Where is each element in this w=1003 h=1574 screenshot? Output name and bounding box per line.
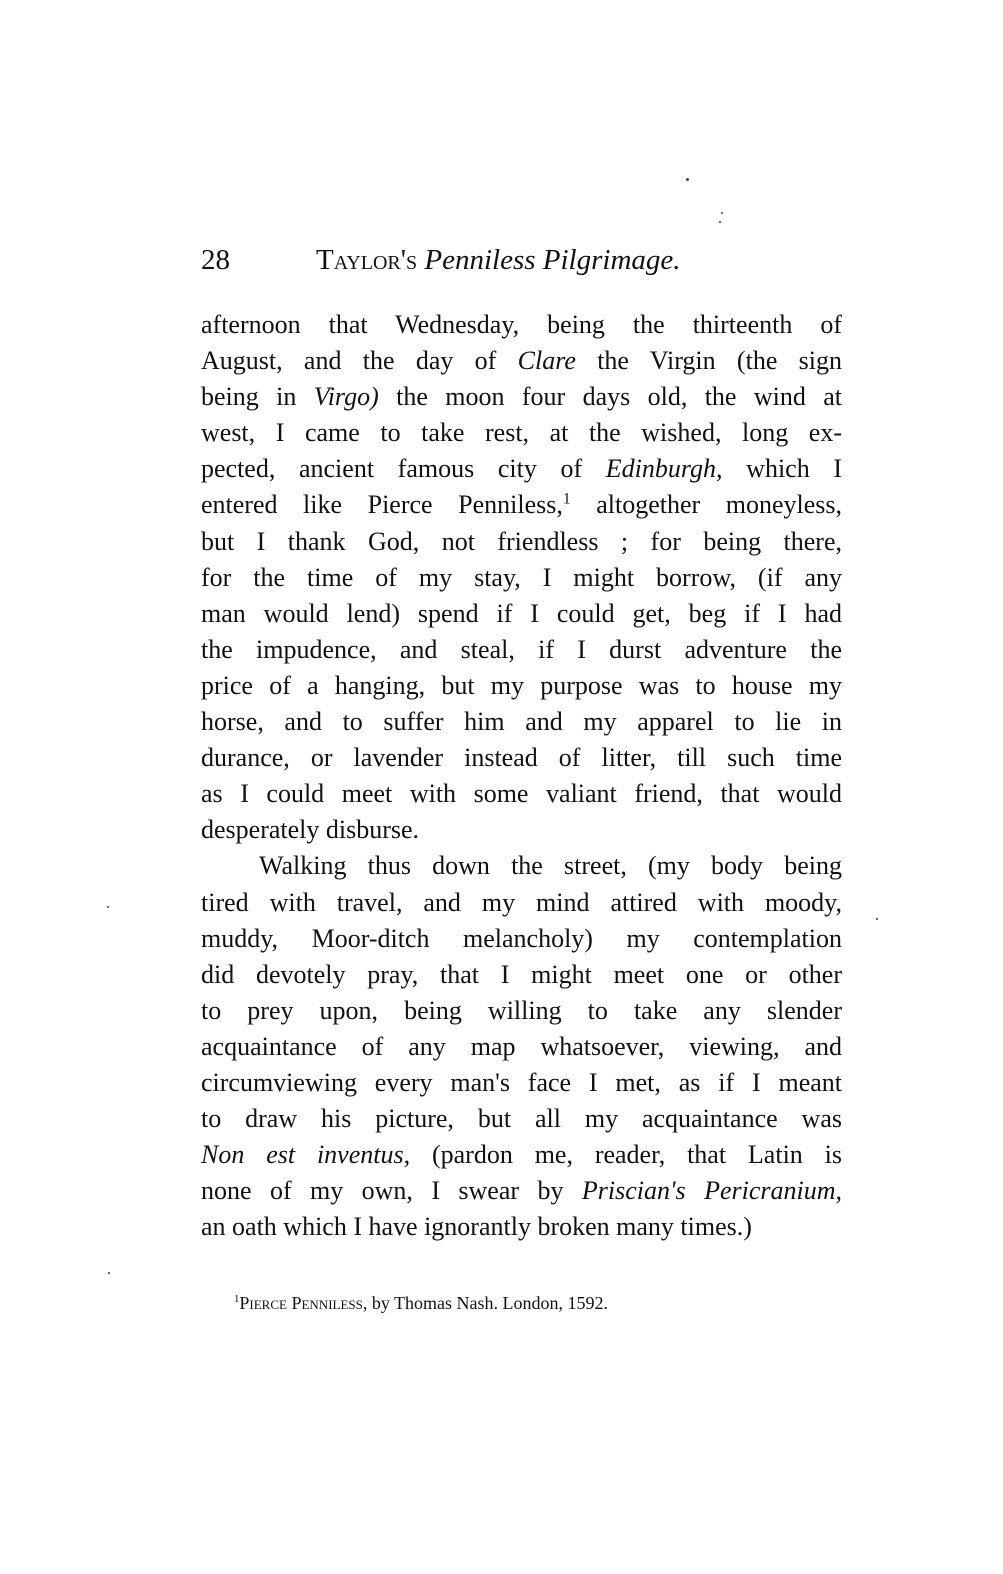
text-line — [201, 993, 842, 1029]
text-line — [201, 560, 842, 596]
body-text — [201, 307, 842, 1245]
text-line — [201, 307, 842, 343]
scan-speck — [107, 906, 109, 908]
text-run: for the time of my stay, I might borrow, (if any — [201, 562, 842, 592]
italic-text-run: Priscian's Pericranium, — [581, 1176, 842, 1206]
scan-speck — [108, 1272, 110, 1274]
text-run: Walking thus down the street, (my body being — [259, 851, 842, 881]
text-run: an oath which I have ignorantly broken many times.) — [201, 1212, 752, 1242]
footnote — [234, 1290, 608, 1316]
text-line — [201, 1173, 842, 1209]
paragraph — [201, 848, 842, 1245]
text-line — [201, 1065, 842, 1101]
text-run: west, I came to take rest, at the wished, long ex- — [201, 418, 842, 448]
running-header — [201, 238, 841, 282]
italic-text-run: Edinburgh, — [605, 454, 723, 484]
italic-text-run: Virgo) — [313, 382, 379, 412]
text-run: but I thank God, not friendless ; for being there, — [201, 526, 842, 556]
page-number: 28 — [201, 244, 230, 276]
text-run: to prey upon, being willing to take any slender — [201, 995, 842, 1025]
text-run: did devotely pray, that I might meet one or other — [201, 959, 842, 989]
text-run: circumviewing every man's face I met, as if I meant — [201, 1067, 842, 1097]
text-run: tired with travel, and my mind attired with moody, — [201, 887, 842, 917]
text-run: the moon four days old, the wind at — [378, 382, 842, 412]
text-line — [201, 776, 842, 812]
text-run: the impudence, and steal, if I durst adventure the — [201, 634, 842, 664]
text-run: being in — [201, 382, 314, 412]
italic-text-run: Non est inventus, — [201, 1140, 411, 1170]
text-line — [201, 848, 842, 884]
text-line — [201, 524, 842, 560]
footnote-citation: by Thomas Nash. London, 1592. — [367, 1293, 609, 1313]
text-run: as I could meet with some valiant friend, that would — [201, 779, 842, 809]
text-run: entered like Pierce Penniless, — [201, 490, 563, 520]
text-line — [201, 1137, 842, 1173]
text-line — [201, 451, 842, 487]
text-run: acquaintance of any map whatsoever, viewing, and — [201, 1031, 842, 1061]
text-run: pected, ancient famous city of — [201, 454, 606, 484]
text-line — [201, 379, 842, 415]
text-line — [201, 1101, 842, 1137]
running-title-work: Penniless Pilgrimage. — [424, 244, 681, 276]
text-run: to draw his picture, but all my acquaintance was — [201, 1104, 842, 1134]
italic-text-run: Clare — [517, 346, 576, 376]
footnote-title: Pierce Penniless, — [239, 1293, 368, 1313]
text-run: August, and the day of — [201, 346, 518, 376]
text-line — [201, 957, 842, 993]
text-line — [201, 921, 842, 957]
text-line — [201, 1209, 842, 1245]
scan-speck — [719, 221, 721, 223]
text-run: man would lend) spend if I could get, beg if I had — [201, 598, 842, 628]
scan-speck — [686, 178, 689, 181]
text-run: which I — [722, 454, 842, 484]
scan-speck — [876, 918, 878, 920]
text-run: muddy, Moor-ditch melancholy) my contemplation — [201, 923, 842, 953]
text-line — [201, 740, 842, 776]
scan-speck — [721, 212, 723, 214]
text-line — [201, 1029, 842, 1065]
text-run: durance, or lavender instead of litter, till such time — [201, 743, 842, 773]
text-run: afternoon that Wednesday, being the thirteenth of — [201, 310, 842, 339]
footnote-marker: 1 — [234, 1293, 240, 1305]
footnote-reference: 1 — [562, 490, 571, 508]
text-line — [201, 632, 842, 668]
text-line — [201, 812, 842, 848]
text-run: desperately disburse. — [201, 815, 420, 845]
text-line — [201, 343, 842, 379]
text-line — [201, 668, 842, 704]
text-run: none of my own, I swear by — [201, 1176, 582, 1206]
text-line — [201, 596, 842, 632]
running-title — [316, 238, 681, 282]
text-line — [201, 885, 842, 921]
text-run: price of a hanging, but my purpose was to house my — [201, 670, 842, 700]
text-run: horse, and to suffer him and my apparel to lie in — [201, 707, 842, 737]
running-title-author: Taylor — [316, 244, 401, 276]
text-line — [201, 487, 842, 523]
running-title-possessive: 's — [400, 244, 425, 276]
text-run: altogether moneyless, — [570, 490, 842, 520]
text-line — [201, 415, 842, 451]
paragraph — [201, 307, 842, 848]
text-run: the Virgin (the sign — [575, 346, 842, 376]
text-run: (pardon me, reader, that Latin is — [410, 1140, 843, 1170]
text-line — [201, 704, 842, 740]
